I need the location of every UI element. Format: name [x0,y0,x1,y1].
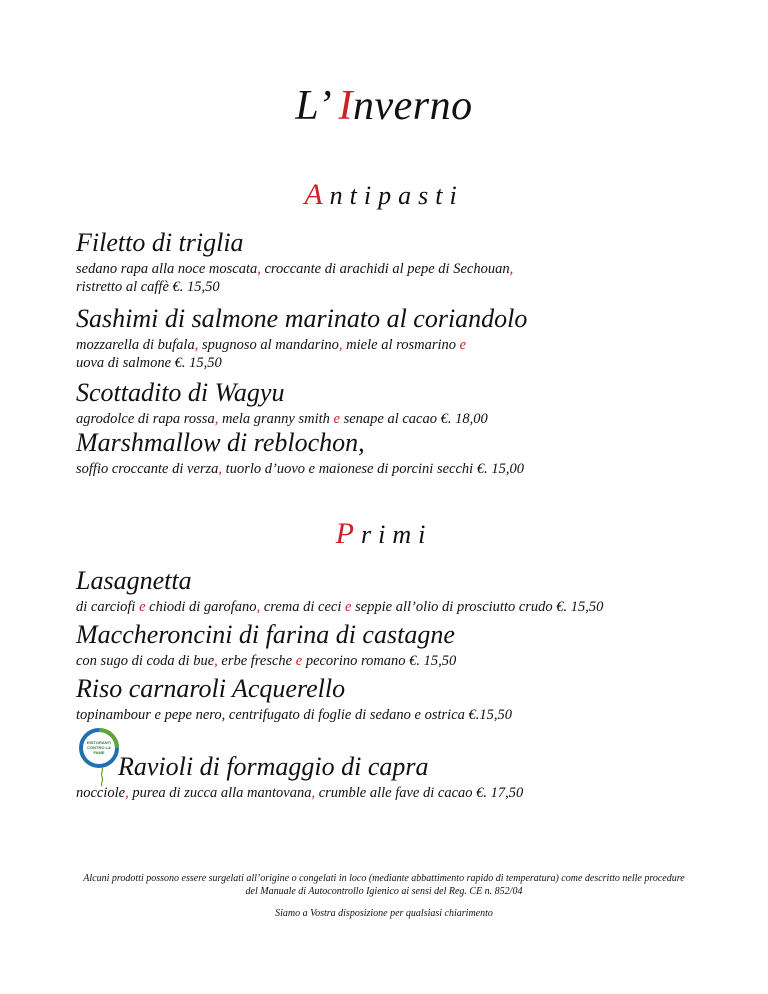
dish-description [76,784,726,802]
desc-separator: , [338,337,347,353]
dish-sashimi-di-salmone [76,304,726,372]
desc-text: soffio croccante di verza [76,461,219,477]
dish-lasagnetta [76,566,726,616]
desc-text: di carciofi [76,599,140,615]
desc-separator: , [125,785,133,801]
dish-description [76,336,726,372]
desc-text: croccante di arachidi al pepe di Sechouan [264,261,510,277]
dish-description [76,706,726,724]
dish-scottadito-di-wagyu [76,378,726,428]
dish-name: Filetto di triglia [76,228,244,257]
desc-separator: , [194,337,202,353]
dish-name: Marshmallow di reblochon, [76,428,365,457]
dish-name: Lasagnetta [76,566,192,595]
desc-separator: , [257,261,265,277]
section-rest: ntipasti [329,181,464,210]
logo-text-line1: RISTORANTI [86,740,112,745]
desc-text-price: tuorlo d’uovo e maionese di porcini secchi €. 15,00 [225,461,524,477]
title-accent-letter: I [338,83,353,129]
title-prefix: L’ [295,83,339,129]
dish-description [76,460,726,478]
section-cap-letter: P [335,517,361,550]
dish-name: Ravioli di formaggio di capra [118,752,429,781]
menu-title [0,82,768,130]
dish-description [76,260,726,296]
footnote-contact: Siamo a Vostra disposizione per qualsiasi chiarimento [275,908,493,919]
title-rest: nverno [353,83,473,129]
desc-separator: e [139,599,146,615]
desc-text: agrodolce di rapa rossa [76,411,215,427]
section-heading-primi [0,517,768,551]
desc-separator: e [333,411,340,427]
desc-text: sedano rapa alla noce moscata [76,261,258,277]
desc-text-price: ristretto al caffè €. 15,50 [76,279,220,295]
desc-text-price: seppie all’olio di prosciutto crudo €. 15,50 [351,599,604,615]
desc-text-price: topinambour e pepe nero, centrifugato di foglie di sedano e ostrica €.15,50 [76,707,513,723]
desc-text: erbe fresche [221,653,296,669]
desc-text: mela granny smith [221,411,334,427]
desc-text: mozzarella di bufala [76,337,195,353]
logo-text-line2: CONTRO LA [87,745,111,750]
dish-maccheroncini [76,620,726,670]
desc-separator: , [256,599,264,615]
desc-text-price: senape al cacao €. 18,00 [339,411,488,427]
desc-separator: e [459,337,467,353]
desc-separator: , [214,653,222,669]
desc-separator: , [214,411,222,427]
desc-text: con sugo di coda di bue [76,653,215,669]
desc-separator: , [311,785,319,801]
desc-separator: e [345,599,352,615]
dish-name: Maccheroncini di farina di castagne [76,620,455,649]
section-heading-antipasti [0,178,768,212]
logo-text-line3: FAME [93,750,105,755]
desc-text: chiodi di garofano [145,599,257,615]
desc-separator: e [295,653,303,669]
dish-name: Sashimi di salmone marinato al coriandolo [76,304,528,333]
footnote-line-2: del Manuale di Autocontrollo Igienico ai sensi del Reg. CE n. 852/04 [245,886,523,897]
dish-marshmallow-di-reblochon [76,428,726,478]
section-rest: rimi [360,520,433,549]
desc-text: miele al rosmarino [346,337,460,353]
desc-separator: , [509,261,514,277]
desc-text: nocciole [76,785,126,801]
dish-ravioli-di-formaggio [76,752,726,802]
dish-riso-carnaroli [76,674,726,724]
desc-text-price: pecorino romano €. 15,50 [302,653,457,669]
desc-separator: , [218,461,226,477]
dish-name: Scottadito di Wagyu [76,378,285,407]
desc-text-price: crumble alle fave di cacao €. 17,50 [318,785,524,801]
section-cap-letter: A [304,178,330,211]
dish-description [76,598,726,616]
dish-description [76,410,726,428]
footnote [40,872,728,920]
footnote-line-1: Alcuni prodotti possono essere surgelati all’origine o congelati in loco (mediante abbattimento rapido di temperatura) come descritto nelle procedure [83,873,685,884]
desc-text-price: uova di salmone €. 15,50 [76,355,222,371]
desc-text: spugnoso al mandarino [201,337,339,353]
dish-name: Riso carnaroli Acquerello [76,674,346,703]
desc-text: purea di zucca alla mantovana [132,785,312,801]
dish-filetto-di-triglia [76,228,726,296]
dish-description [76,652,726,670]
desc-text: crema di ceci [263,599,345,615]
